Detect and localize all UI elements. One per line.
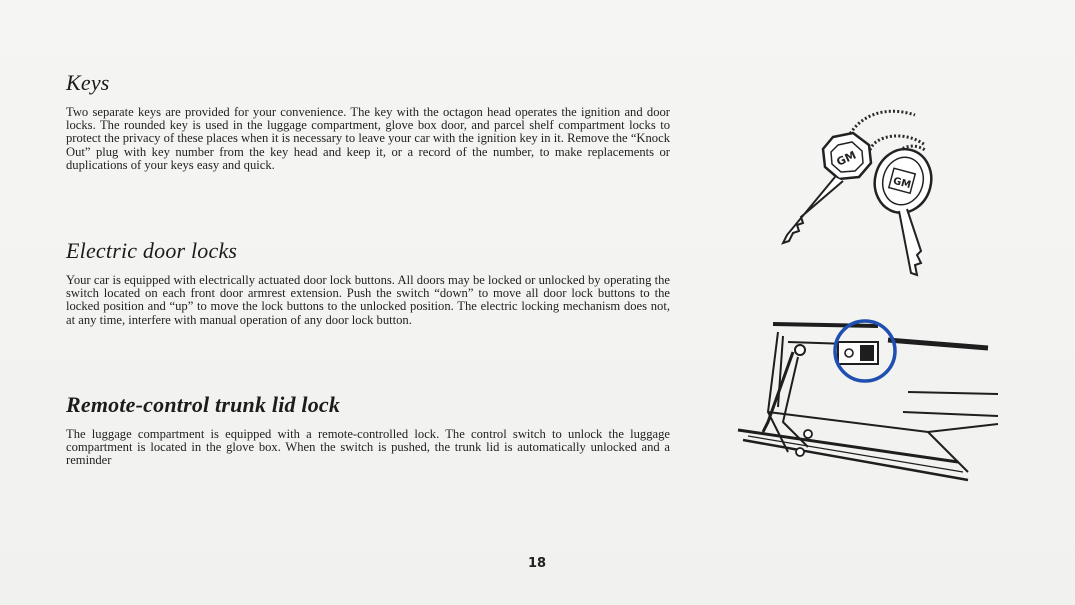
page-number: 18 <box>527 556 547 571</box>
section-electric-door-locks <box>66 238 670 327</box>
section-body-electric-door-locks: Your car is equipped with electrically actuated door lock buttons. All doors may be locked or unlocked by operating the switch located on each front door armrest extension. Push the switch “down” to move all door lock buttons to the locked position and “up” to move the lock buttons to the unlocked position. The electric locking mechanism does not, at any time, interfere with manual operation of any door lock button. <box>66 273 670 327</box>
glove-box-illustration <box>728 312 1008 487</box>
rounded-key-icon <box>868 143 939 275</box>
svg-text:GM: GM <box>891 175 913 192</box>
keys-illustration <box>775 105 955 285</box>
trunk-release-switch-icon <box>835 321 895 381</box>
section-body-keys: Two separate keys are provided for your convenience. The key with the octagon head operates the ignition and door locks. The rounded key is used in the luggage compartment, glove box door, and parcel shelf compartment locks to protect the privacy of these places when it is necessary to leave your car with the ignition key in it. Remove the “Knock Out” plug with key number from the key head and keep it, or a record of the number, to make replacements or duplications of your keys easy and quick. <box>66 105 670 172</box>
svg-text:GM: GM <box>834 148 859 169</box>
section-trunk-lid-lock <box>66 392 670 468</box>
section-heading-keys: Keys <box>66 70 110 95</box>
section-heading-trunk-lid-lock: Remote-control trunk lid lock <box>66 392 341 417</box>
section-heading-electric-door-locks: Electric door locks <box>66 238 238 263</box>
octagon-key-icon <box>783 133 871 243</box>
section-keys <box>66 70 670 172</box>
section-body-trunk-lid-lock: The luggage compartment is equipped with a remote-controlled lock. The control switch to unlock the luggage compartment is located in the glove box. When the switch is pushed, the trunk lid is automatically unlocked and a reminder <box>66 427 670 468</box>
